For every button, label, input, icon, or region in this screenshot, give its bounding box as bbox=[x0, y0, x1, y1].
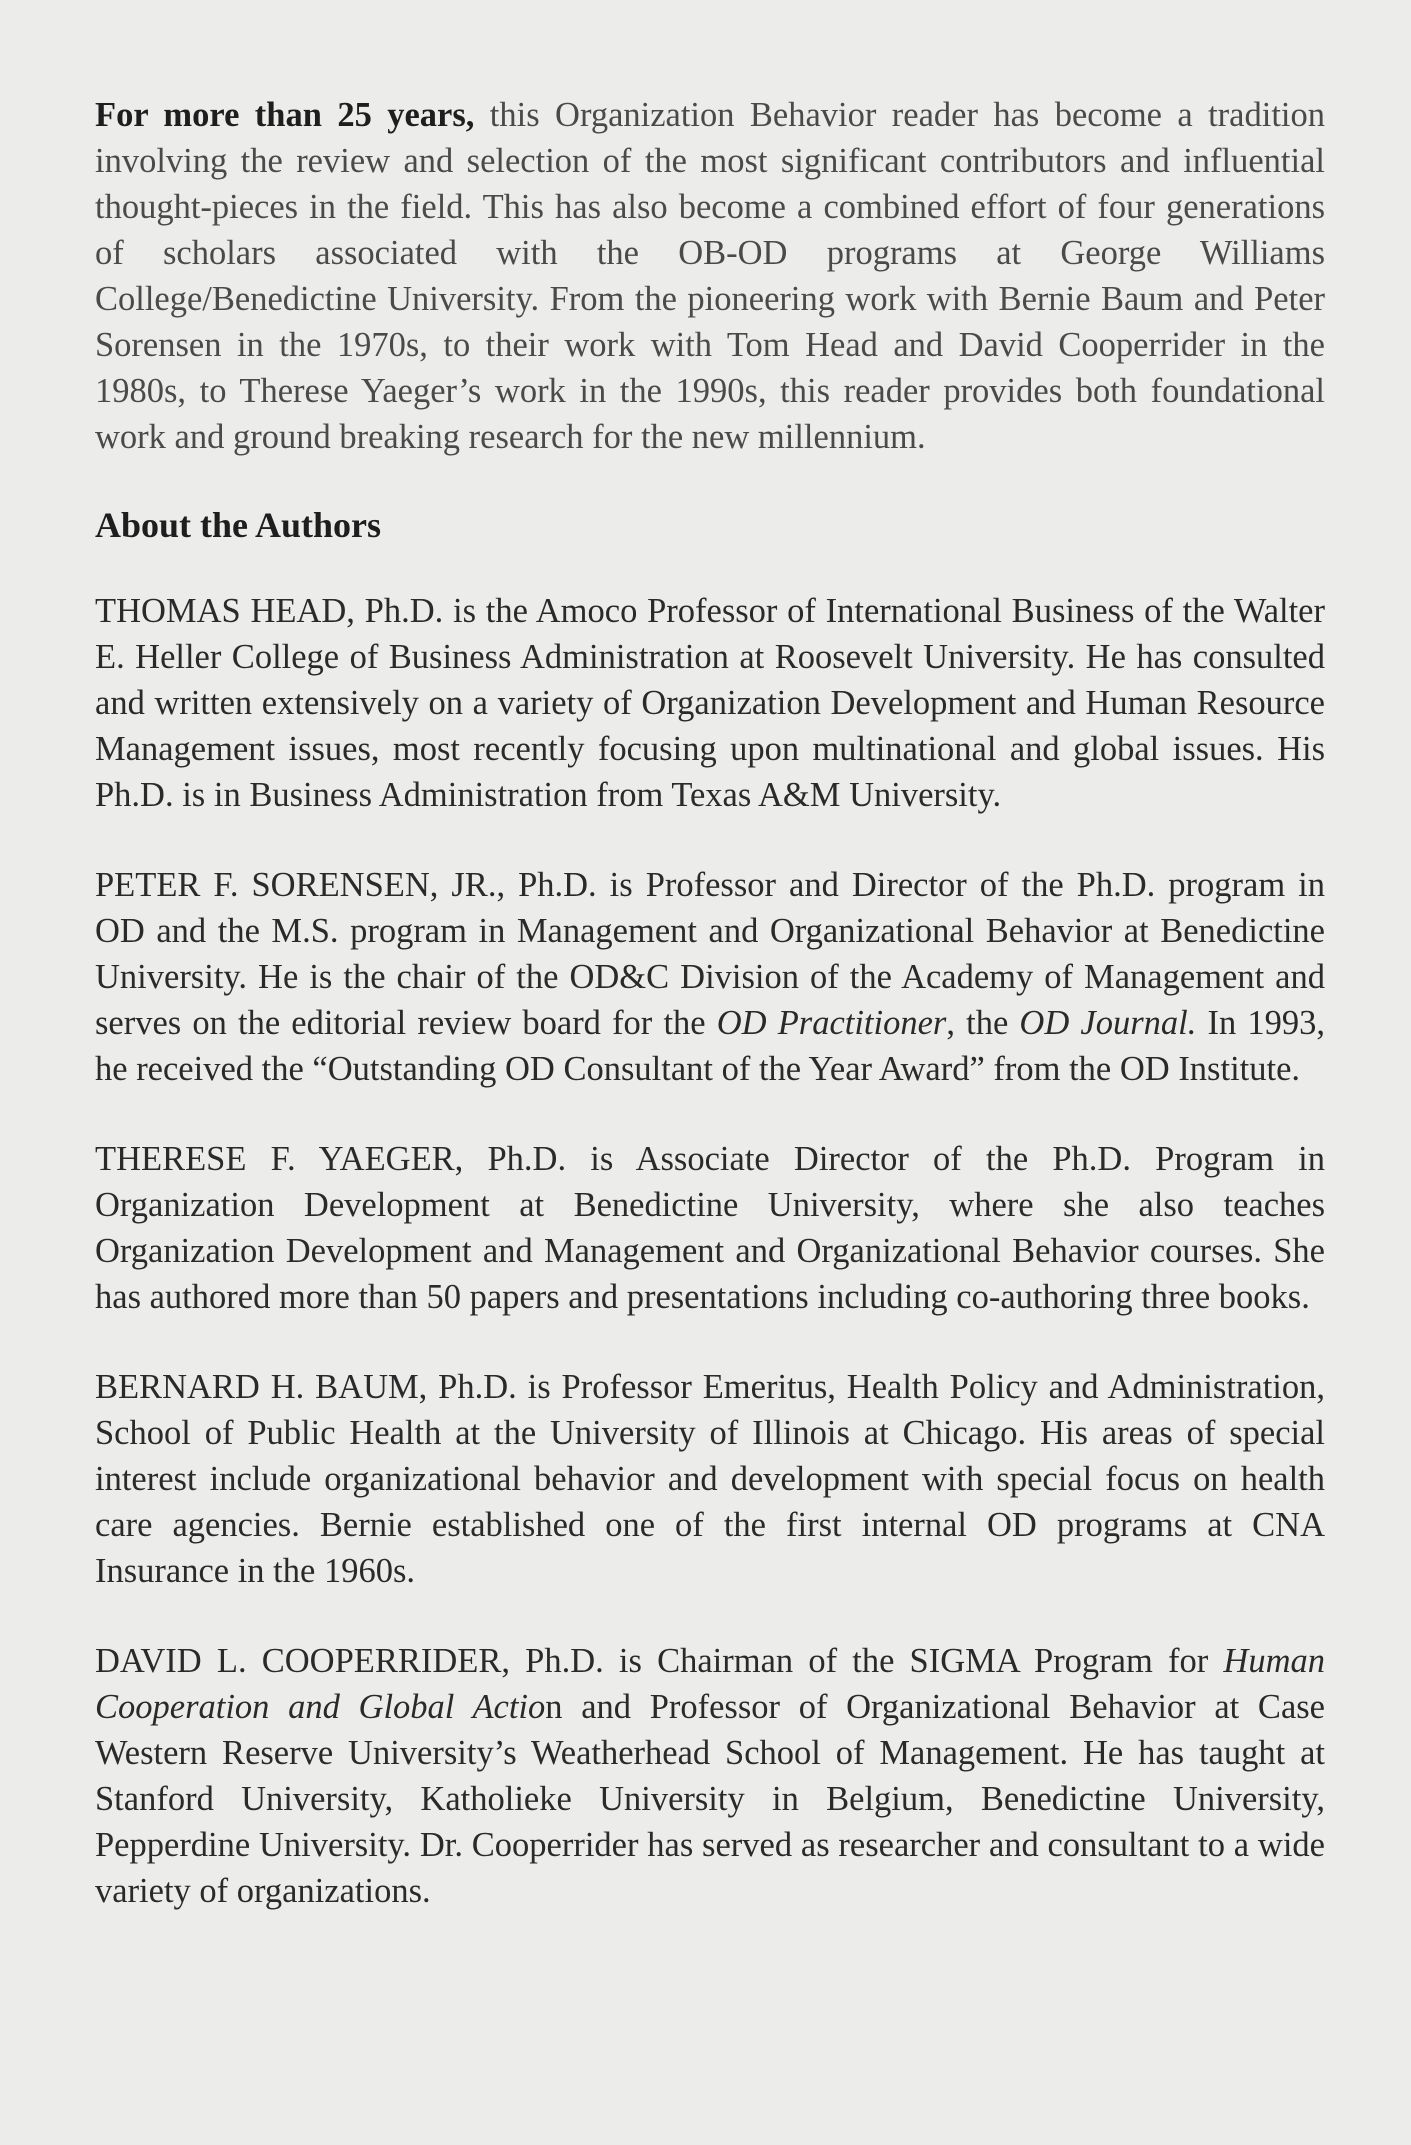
bio-peter-sorensen bbox=[95, 862, 1325, 1092]
intro-body: this Organization Behavior reader has become a tradition involving the review and selection of the most significant contributors and influential thought-pieces in the field. This has also become a combined effort of four generations of scholars associated with the OB-OD programs at George Williams College/Benedictine University. From the pioneering work with Bernie Baum and Peter Sorensen in the 1970s, to their work with Tom Head and David Cooperrider in the 1980s, to Therese Yaeger’s work in the 1990s, this reader provides both foundational work and ground breaking research for the new millennium. bbox=[95, 96, 1325, 456]
bio-sorensen-text-1: PETER F. SORENSEN, JR., Ph.D. is Professor and Director of the Ph.D. program in OD and the M.S. program in Management and Organizational Behavior at Benedictine University. He is the chair of the OD&C Division of the Academy of Management and serves on the editorial review board for the bbox=[95, 866, 1325, 1042]
bio-sorensen-text-3: In 1993, he received the “Outstanding OD Consultant of the Year Award” from the OD Institute. bbox=[95, 1004, 1325, 1088]
bio-sorensen-text-2: , the bbox=[946, 1004, 1020, 1042]
intro-paragraph bbox=[95, 92, 1325, 460]
intro-lead: For more than 25 years, bbox=[95, 96, 475, 134]
bio-sorensen-italic-od-journal: OD Journal. bbox=[1019, 1004, 1197, 1042]
bio-sorensen-italic-od-practitioner: OD Practitioner bbox=[716, 1004, 947, 1042]
bio-cooperrider-italic-program: Human Cooperation and Global Actio bbox=[95, 1642, 1325, 1726]
bio-cooperrider-text-2: n and Professor of Organizational Behavior at Case Western Reserve University’s Weatherhead School of Management. He has taught at Stanford University, Katholieke University in Belgium, Benedictine University, Pepperdine University. Dr. Cooperrider has served as researcher and consultant to a wide variety of organizations. bbox=[95, 1688, 1325, 1910]
bio-bernard-baum: BERNARD H. BAUM, Ph.D. is Professor Emeritus, Health Policy and Administration, School of Public Health at the University of Illinois at Chicago. His areas of special interest include organizational behavior and development with special focus on health care agencies. Bernie established one of the first internal OD programs at CNA Insurance in the 1960s. bbox=[95, 1368, 1325, 1590]
about-authors-heading: About the Authors bbox=[95, 505, 382, 545]
bio-therese-yaeger: THERESE F. YAEGER, Ph.D. is Associate Director of the Ph.D. Program in Organization Development at Benedictine University, where she also teaches Organization Development and Management and Organizational Behavior courses. She has authored more than 50 papers and presentations including co-authoring three books. bbox=[95, 1140, 1325, 1316]
bio-david-cooperrider bbox=[95, 1638, 1325, 1914]
bio-cooperrider-text-1: DAVID L. COOPERRIDER, Ph.D. is Chairman of the SIGMA Program for bbox=[95, 1642, 1224, 1680]
bio-thomas-head: THOMAS HEAD, Ph.D. is the Amoco Professor of International Business of the Walter E. Heller College of Business Administration at Roosevelt University. He has consulted and written extensively on a variety of Organization Development and Human Resource Management issues, most recently focusing upon multinational and global issues. His Ph.D. is in Business Administration from Texas A&M University. bbox=[95, 592, 1325, 814]
back-cover-text bbox=[95, 92, 1325, 1914]
